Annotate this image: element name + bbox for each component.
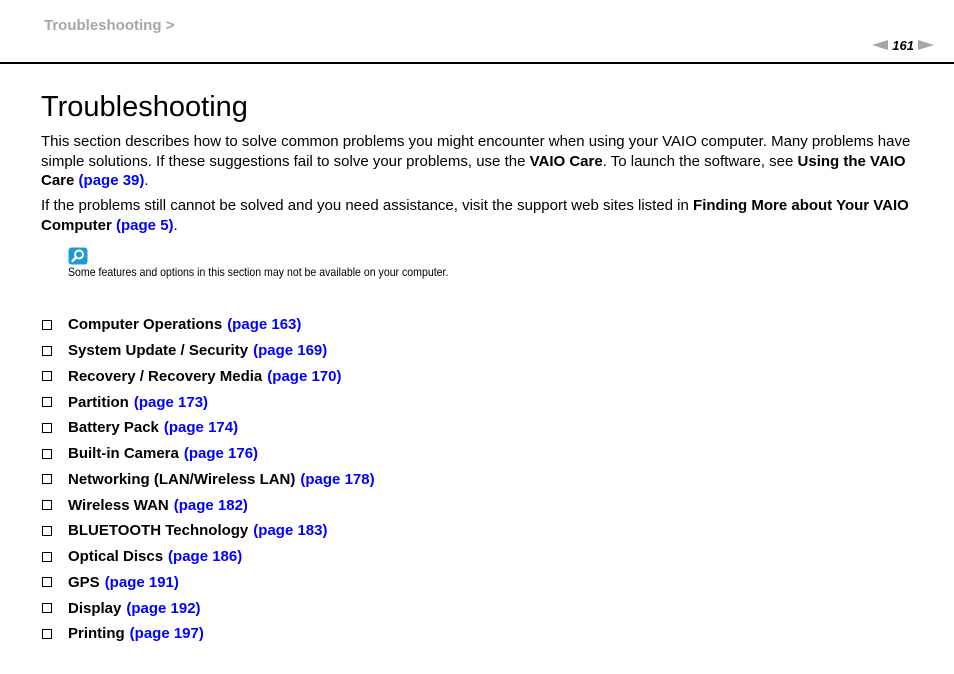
topic-page-link[interactable]: (page 174) (163, 419, 239, 437)
checkbox-bullet-icon (42, 552, 52, 562)
topic-label: Printing (68, 625, 125, 643)
checkbox-bullet-icon (42, 526, 52, 536)
topic-label: Display (68, 599, 122, 617)
list-item (41, 492, 375, 518)
magnifier-note-icon (68, 247, 88, 265)
finding-more-term: Finding More about Your VAIO Computer (41, 197, 909, 234)
checkbox-bullet-icon (42, 320, 52, 330)
topic-label: Battery Pack (68, 419, 159, 437)
support-text-2: . (173, 216, 178, 234)
topic-page-link[interactable]: (page 169) (253, 342, 328, 360)
previous-page-arrow-icon[interactable] (872, 40, 888, 50)
intro-paragraph (41, 132, 921, 191)
support-paragraph (41, 196, 921, 235)
vaio-care-term: VAIO Care (529, 152, 603, 170)
page-navigation (872, 37, 934, 53)
checkbox-bullet-icon (42, 423, 52, 433)
checkbox-bullet-icon (42, 603, 52, 613)
checkbox-bullet-icon (42, 371, 52, 381)
list-item (41, 544, 375, 570)
list-item (41, 621, 375, 647)
page-5-link[interactable]: (page 5) (116, 216, 174, 234)
topic-page-link[interactable]: (page 178) (300, 470, 375, 488)
topic-page-link[interactable]: (page 182) (173, 496, 248, 514)
topic-page-link[interactable]: (page 170) (267, 367, 342, 385)
troubleshooting-topic-list (41, 312, 375, 647)
topic-page-link[interactable]: (page 173) (133, 393, 209, 411)
topic-label: Recovery / Recovery Media (68, 367, 263, 385)
topic-label: Computer Operations (68, 316, 223, 334)
topic-label: BLUETOOTH Technology (68, 522, 249, 540)
topic-label: System Update / Security (68, 342, 249, 360)
topic-page-link[interactable]: (page 183) (253, 522, 328, 540)
using-vaio-care-term: Using the VAIO Care (41, 152, 906, 189)
breadcrumb[interactable]: Troubleshooting > (44, 17, 175, 34)
next-page-arrow-icon[interactable] (918, 40, 934, 50)
checkbox-bullet-icon (42, 449, 52, 459)
topic-page-link[interactable]: (page 191) (104, 573, 179, 591)
list-item (41, 518, 375, 544)
topic-page-link[interactable]: (page 163) (227, 316, 302, 334)
support-text: If the problems still cannot be solved and you need assistance, visit the support web sites listed in (41, 197, 694, 214)
intro-text: This section describes how to solve common problems you might encounter when using your VAIO computer. Many problems have simple solutions. If these suggestions fail to solve your problems, use the (41, 133, 911, 170)
intro-text-3: . (144, 172, 149, 189)
list-item (41, 415, 375, 441)
note-text: Some features and options in this section may not be available on your computer. (68, 265, 449, 279)
checkbox-bullet-icon (42, 577, 52, 587)
list-item (41, 595, 375, 621)
topic-label: Wireless WAN (68, 496, 169, 514)
topic-page-link[interactable]: (page 197) (129, 625, 204, 643)
page-number: 161 (892, 37, 914, 53)
list-item (41, 338, 375, 364)
intro-text-2: . To launch the software, see (602, 152, 798, 170)
topic-label: Built-in Camera (68, 445, 179, 463)
checkbox-bullet-icon (42, 500, 52, 510)
list-item (41, 467, 375, 493)
checkbox-bullet-icon (42, 346, 52, 356)
topic-label: GPS (68, 573, 100, 591)
topic-page-link[interactable]: (page 176) (183, 445, 259, 463)
header-divider (0, 62, 954, 64)
list-item (41, 389, 375, 415)
list-item (41, 364, 375, 390)
checkbox-bullet-icon (42, 474, 52, 484)
checkbox-bullet-icon (42, 629, 52, 639)
list-item (41, 570, 375, 596)
topic-label: Optical Discs (68, 548, 164, 566)
list-item (41, 441, 375, 467)
topic-page-link[interactable]: (page 186) (168, 548, 243, 566)
page-39-link[interactable]: (page 39) (78, 172, 145, 189)
topic-label: Networking (LAN/Wireless LAN) (68, 470, 296, 488)
checkbox-bullet-icon (42, 397, 52, 407)
topic-label: Partition (68, 393, 129, 411)
topic-page-link[interactable]: (page 192) (126, 599, 201, 617)
list-item (41, 312, 375, 338)
page-title: Troubleshooting (41, 91, 248, 123)
